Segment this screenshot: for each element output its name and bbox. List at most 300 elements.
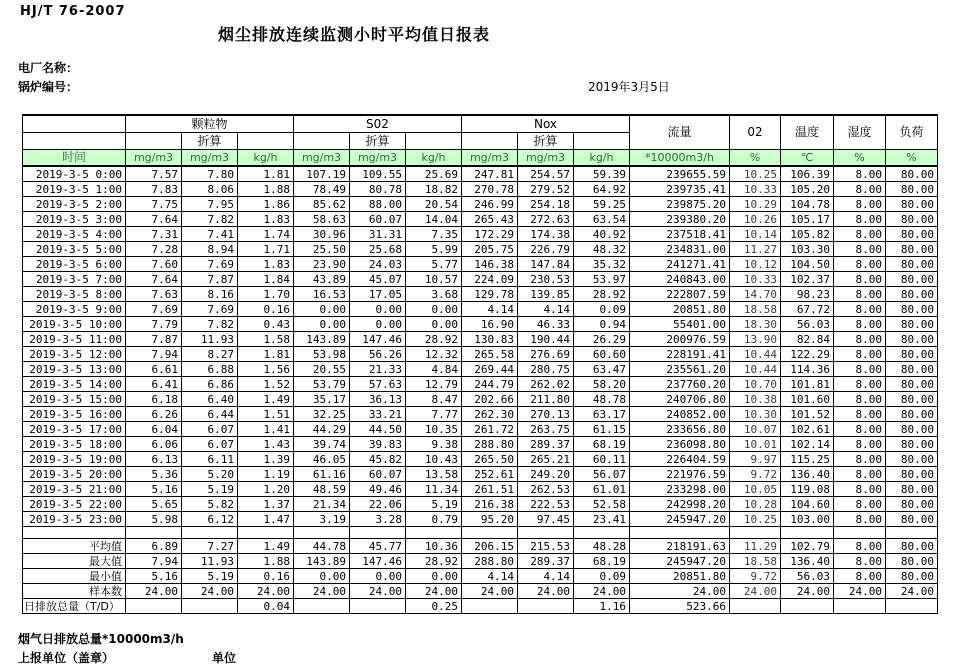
value-cell: 80.00 bbox=[886, 392, 938, 407]
value-cell: 95.20 bbox=[462, 512, 518, 527]
value-cell: 10.43 bbox=[406, 452, 462, 467]
time-col-blank bbox=[23, 133, 126, 150]
value-cell: 8.00 bbox=[834, 242, 886, 257]
spacer-cell bbox=[834, 527, 886, 539]
value-cell: 6.40 bbox=[182, 392, 238, 407]
table-row bbox=[23, 287, 938, 302]
value-cell: 0.00 bbox=[406, 317, 462, 332]
value-cell: 1.86 bbox=[238, 197, 294, 212]
value-cell: 5.99 bbox=[406, 242, 462, 257]
value-cell: 60.11 bbox=[574, 452, 630, 467]
value-cell: 58.63 bbox=[294, 212, 350, 227]
reporting-unit-label: 上报单位（盖章） bbox=[18, 651, 115, 665]
spacer-cell bbox=[781, 527, 834, 539]
value-cell: 8.16 bbox=[182, 287, 238, 302]
header-load: 负荷 bbox=[886, 115, 938, 150]
summary-value: 28.92 bbox=[406, 554, 462, 569]
unit-cell: mg/m3 bbox=[350, 150, 406, 167]
value-cell: 39.74 bbox=[294, 437, 350, 452]
value-cell: 1.43 bbox=[238, 437, 294, 452]
value-cell: 263.75 bbox=[518, 422, 574, 437]
value-cell: 45.07 bbox=[350, 272, 406, 287]
value-cell: 143.89 bbox=[294, 332, 350, 347]
value-cell: 32.25 bbox=[294, 407, 350, 422]
value-cell: 10.14 bbox=[730, 227, 781, 242]
value-cell: 236098.80 bbox=[630, 437, 730, 452]
value-cell: 10.44 bbox=[730, 347, 781, 362]
value-cell: 7.94 bbox=[126, 347, 182, 362]
value-cell: 119.08 bbox=[781, 482, 834, 497]
table-row bbox=[23, 512, 938, 527]
value-cell: 6.12 bbox=[182, 512, 238, 527]
value-cell: 130.83 bbox=[462, 332, 518, 347]
value-cell: 1.47 bbox=[238, 512, 294, 527]
summary-value bbox=[781, 599, 834, 614]
value-cell: 8.00 bbox=[834, 497, 886, 512]
value-cell: 10.44 bbox=[730, 362, 781, 377]
value-cell: 200976.59 bbox=[630, 332, 730, 347]
spacer-cell bbox=[518, 527, 574, 539]
value-cell: 216.38 bbox=[462, 497, 518, 512]
unit-cell: *10000m3/h bbox=[630, 150, 730, 167]
group-header-row-1 bbox=[23, 115, 938, 133]
value-cell: 12.32 bbox=[406, 347, 462, 362]
value-cell: 7.63 bbox=[126, 287, 182, 302]
value-cell: 63.54 bbox=[574, 212, 630, 227]
value-cell: 222807.59 bbox=[630, 287, 730, 302]
value-cell: 80.00 bbox=[886, 212, 938, 227]
value-cell: 8.00 bbox=[834, 212, 886, 227]
table-row bbox=[23, 407, 938, 422]
value-cell: 0.00 bbox=[406, 302, 462, 317]
value-cell: 8.06 bbox=[182, 182, 238, 197]
value-cell: 48.59 bbox=[294, 482, 350, 497]
value-cell: 28.92 bbox=[574, 287, 630, 302]
value-cell: 239655.59 bbox=[630, 166, 730, 182]
value-cell: 9.38 bbox=[406, 437, 462, 452]
summary-value: 18.58 bbox=[730, 554, 781, 569]
value-cell: 0.79 bbox=[406, 512, 462, 527]
summary-value: 24.00 bbox=[350, 584, 406, 599]
value-cell: 80.00 bbox=[886, 332, 938, 347]
value-cell: 4.14 bbox=[518, 302, 574, 317]
value-cell: 1.88 bbox=[238, 182, 294, 197]
table-row bbox=[23, 332, 938, 347]
value-cell: 8.00 bbox=[834, 362, 886, 377]
summary-value: 56.03 bbox=[781, 569, 834, 584]
summary-value: 102.79 bbox=[781, 539, 834, 554]
value-cell: 35.32 bbox=[574, 257, 630, 272]
value-cell: 39.83 bbox=[350, 437, 406, 452]
summary-value: 80.00 bbox=[886, 554, 938, 569]
value-cell: 80.00 bbox=[886, 482, 938, 497]
summary-value: 206.15 bbox=[462, 539, 518, 554]
spacer-cell bbox=[23, 527, 126, 539]
value-cell: 98.23 bbox=[781, 287, 834, 302]
value-cell: 102.14 bbox=[781, 437, 834, 452]
value-cell: 26.29 bbox=[574, 332, 630, 347]
table-row bbox=[23, 166, 938, 182]
summary-value: 24.00 bbox=[518, 584, 574, 599]
time-cell: 2019-3-5 9:00 bbox=[23, 302, 126, 317]
value-cell: 25.68 bbox=[350, 242, 406, 257]
value-cell: 8.00 bbox=[834, 392, 886, 407]
summary-value: 68.19 bbox=[574, 554, 630, 569]
summary-value: 147.46 bbox=[350, 554, 406, 569]
spacer-cell bbox=[238, 527, 294, 539]
value-cell: 20.54 bbox=[406, 197, 462, 212]
flue-gas-daily-total-label: 烟气日排放总量*10000m3/h bbox=[18, 632, 184, 646]
value-cell: 7.83 bbox=[126, 182, 182, 197]
value-cell: 7.82 bbox=[182, 317, 238, 332]
summary-label: 样本数 bbox=[23, 584, 126, 599]
value-cell: 20851.80 bbox=[630, 302, 730, 317]
table-row bbox=[23, 302, 938, 317]
time-cell: 2019-3-5 8:00 bbox=[23, 287, 126, 302]
summary-value: 10.36 bbox=[406, 539, 462, 554]
summary-value: 24.00 bbox=[406, 584, 462, 599]
value-cell: 139.85 bbox=[518, 287, 574, 302]
monitoring-table bbox=[22, 114, 938, 614]
value-cell: 97.45 bbox=[518, 512, 574, 527]
value-cell: 254.18 bbox=[518, 197, 574, 212]
time-header: 时间 bbox=[23, 150, 126, 167]
value-cell: 105.17 bbox=[781, 212, 834, 227]
table-row bbox=[23, 467, 938, 482]
table-row bbox=[23, 497, 938, 512]
value-cell: 106.39 bbox=[781, 166, 834, 182]
summary-value: 218191.63 bbox=[630, 539, 730, 554]
unit-cell: % bbox=[834, 150, 886, 167]
value-cell: 7.79 bbox=[126, 317, 182, 332]
value-cell: 8.00 bbox=[834, 272, 886, 287]
value-cell: 7.31 bbox=[126, 227, 182, 242]
value-cell: 265.21 bbox=[518, 452, 574, 467]
value-cell: 228191.41 bbox=[630, 347, 730, 362]
value-cell: 80.00 bbox=[886, 287, 938, 302]
time-cell: 2019-3-5 18:00 bbox=[23, 437, 126, 452]
value-cell: 7.77 bbox=[406, 407, 462, 422]
time-cell: 2019-3-5 16:00 bbox=[23, 407, 126, 422]
value-cell: 288.80 bbox=[462, 437, 518, 452]
value-cell: 10.38 bbox=[730, 392, 781, 407]
value-cell: 0.09 bbox=[574, 302, 630, 317]
value-cell: 22.06 bbox=[350, 497, 406, 512]
value-cell: 101.60 bbox=[781, 392, 834, 407]
value-cell: 80.00 bbox=[886, 377, 938, 392]
value-cell: 244.79 bbox=[462, 377, 518, 392]
spacer-cell bbox=[574, 527, 630, 539]
table-row bbox=[23, 257, 938, 272]
value-cell: 14.04 bbox=[406, 212, 462, 227]
value-cell: 7.60 bbox=[126, 257, 182, 272]
value-cell: 10.30 bbox=[730, 407, 781, 422]
value-cell: 53.79 bbox=[294, 377, 350, 392]
value-cell: 6.04 bbox=[126, 422, 182, 437]
summary-value: 4.14 bbox=[462, 569, 518, 584]
unit-cell: kg/h bbox=[238, 150, 294, 167]
value-cell: 88.00 bbox=[350, 197, 406, 212]
table-row bbox=[23, 392, 938, 407]
value-cell: 6.13 bbox=[126, 452, 182, 467]
value-cell: 7.75 bbox=[126, 197, 182, 212]
value-cell: 64.92 bbox=[574, 182, 630, 197]
value-cell: 80.78 bbox=[350, 182, 406, 197]
value-cell: 49.46 bbox=[350, 482, 406, 497]
standard-code: HJ/T 76-2007 bbox=[20, 4, 126, 19]
summary-value: 0.00 bbox=[406, 569, 462, 584]
value-cell: 172.29 bbox=[462, 227, 518, 242]
value-cell: 8.00 bbox=[834, 257, 886, 272]
summary-value: 7.27 bbox=[182, 539, 238, 554]
value-cell: 80.00 bbox=[886, 407, 938, 422]
value-cell: 7.69 bbox=[182, 302, 238, 317]
value-cell: 46.05 bbox=[294, 452, 350, 467]
value-cell: 17.05 bbox=[350, 287, 406, 302]
value-cell: 276.69 bbox=[518, 347, 574, 362]
summary-value: 24.00 bbox=[126, 584, 182, 599]
table-row bbox=[23, 242, 938, 257]
header-flow: 流量 bbox=[630, 115, 730, 150]
value-cell: 85.62 bbox=[294, 197, 350, 212]
header-so2-group: S02 bbox=[294, 115, 462, 133]
value-cell: 80.00 bbox=[886, 257, 938, 272]
time-cell: 2019-3-5 14:00 bbox=[23, 377, 126, 392]
table-row bbox=[23, 182, 938, 197]
value-cell: 8.00 bbox=[834, 302, 886, 317]
value-cell: 262.30 bbox=[462, 407, 518, 422]
time-cell: 2019-3-5 13:00 bbox=[23, 362, 126, 377]
value-cell: 21.34 bbox=[294, 497, 350, 512]
value-cell: 10.57 bbox=[406, 272, 462, 287]
time-cell: 2019-3-5 7:00 bbox=[23, 272, 126, 287]
time-cell: 2019-3-5 1:00 bbox=[23, 182, 126, 197]
value-cell: 11.27 bbox=[730, 242, 781, 257]
value-cell: 80.00 bbox=[886, 497, 938, 512]
value-cell: 8.00 bbox=[834, 317, 886, 332]
time-col-blank bbox=[23, 115, 126, 133]
value-cell: 80.00 bbox=[886, 166, 938, 182]
summary-value bbox=[294, 599, 350, 614]
value-cell: 103.30 bbox=[781, 242, 834, 257]
value-cell: 265.43 bbox=[462, 212, 518, 227]
value-cell: 80.00 bbox=[886, 242, 938, 257]
value-cell: 59.25 bbox=[574, 197, 630, 212]
value-cell: 3.28 bbox=[350, 512, 406, 527]
value-cell: 80.00 bbox=[886, 467, 938, 482]
value-cell: 48.78 bbox=[574, 392, 630, 407]
summary-value: 6.89 bbox=[126, 539, 182, 554]
spacer-cell bbox=[126, 527, 182, 539]
value-cell: 1.56 bbox=[238, 362, 294, 377]
table-row bbox=[23, 422, 938, 437]
value-cell: 6.07 bbox=[182, 422, 238, 437]
value-cell: 10.33 bbox=[730, 272, 781, 287]
value-cell: 80.00 bbox=[886, 317, 938, 332]
summary-row bbox=[23, 539, 938, 554]
value-cell: 107.19 bbox=[294, 166, 350, 182]
value-cell: 237760.20 bbox=[630, 377, 730, 392]
boiler-number-label: 锅炉编号： bbox=[18, 80, 79, 94]
value-cell: 80.00 bbox=[886, 272, 938, 287]
value-cell: 6.88 bbox=[182, 362, 238, 377]
summary-value: 288.80 bbox=[462, 554, 518, 569]
value-cell: 237518.41 bbox=[630, 227, 730, 242]
summary-value: 143.89 bbox=[294, 554, 350, 569]
spacer-row bbox=[23, 527, 938, 539]
value-cell: 61.15 bbox=[574, 422, 630, 437]
value-cell: 80.00 bbox=[886, 362, 938, 377]
plant-name-label: 电厂名称： bbox=[18, 61, 79, 75]
unit-cell: mg/m3 bbox=[126, 150, 182, 167]
value-cell: 7.87 bbox=[126, 332, 182, 347]
value-cell: 5.20 bbox=[182, 467, 238, 482]
table-row bbox=[23, 347, 938, 362]
value-cell: 265.50 bbox=[462, 452, 518, 467]
value-cell: 202.66 bbox=[462, 392, 518, 407]
value-cell: 63.47 bbox=[574, 362, 630, 377]
summary-value bbox=[182, 599, 238, 614]
value-cell: 222.53 bbox=[518, 497, 574, 512]
summary-value: 0.04 bbox=[238, 599, 294, 614]
value-cell: 211.80 bbox=[518, 392, 574, 407]
value-cell: 4.14 bbox=[462, 302, 518, 317]
value-cell: 3.68 bbox=[406, 287, 462, 302]
value-cell: 3.19 bbox=[294, 512, 350, 527]
value-cell: 7.35 bbox=[406, 227, 462, 242]
value-cell: 5.36 bbox=[126, 467, 182, 482]
summary-value bbox=[834, 599, 886, 614]
value-cell: 240843.00 bbox=[630, 272, 730, 287]
value-cell: 1.83 bbox=[238, 212, 294, 227]
value-cell: 7.64 bbox=[126, 212, 182, 227]
table-body bbox=[23, 115, 938, 614]
value-cell: 55401.00 bbox=[630, 317, 730, 332]
value-cell: 13.58 bbox=[406, 467, 462, 482]
value-cell: 1.19 bbox=[238, 467, 294, 482]
time-cell: 2019-3-5 5:00 bbox=[23, 242, 126, 257]
value-cell: 80.00 bbox=[886, 422, 938, 437]
summary-value: 24.00 bbox=[781, 584, 834, 599]
value-cell: 8.94 bbox=[182, 242, 238, 257]
summary-value: 24.00 bbox=[182, 584, 238, 599]
value-cell: 28.92 bbox=[406, 332, 462, 347]
time-cell: 2019-3-5 23:00 bbox=[23, 512, 126, 527]
summary-row bbox=[23, 554, 938, 569]
value-cell: 146.38 bbox=[462, 257, 518, 272]
time-cell: 2019-3-5 20:00 bbox=[23, 467, 126, 482]
value-cell: 1.58 bbox=[238, 332, 294, 347]
summary-value: 7.94 bbox=[126, 554, 182, 569]
value-cell: 7.82 bbox=[182, 212, 238, 227]
summary-value: 5.16 bbox=[126, 569, 182, 584]
value-cell: 10.70 bbox=[730, 377, 781, 392]
value-cell: 8.00 bbox=[834, 437, 886, 452]
value-cell: 136.40 bbox=[781, 467, 834, 482]
value-cell: 265.58 bbox=[462, 347, 518, 362]
table-row bbox=[23, 272, 938, 287]
value-cell: 8.00 bbox=[834, 482, 886, 497]
value-cell: 10.35 bbox=[406, 422, 462, 437]
value-cell: 5.98 bbox=[126, 512, 182, 527]
time-cell: 2019-3-5 2:00 bbox=[23, 197, 126, 212]
time-cell: 2019-3-5 19:00 bbox=[23, 452, 126, 467]
value-cell: 45.82 bbox=[350, 452, 406, 467]
value-cell: 80.00 bbox=[886, 437, 938, 452]
value-cell: 7.41 bbox=[182, 227, 238, 242]
value-cell: 10.07 bbox=[730, 422, 781, 437]
value-cell: 21.33 bbox=[350, 362, 406, 377]
value-cell: 11.34 bbox=[406, 482, 462, 497]
value-cell: 102.37 bbox=[781, 272, 834, 287]
unit-cell: kg/h bbox=[406, 150, 462, 167]
value-cell: 10.28 bbox=[730, 497, 781, 512]
value-cell: 36.13 bbox=[350, 392, 406, 407]
value-cell: 8.00 bbox=[834, 512, 886, 527]
value-cell: 240852.00 bbox=[630, 407, 730, 422]
value-cell: 262.53 bbox=[518, 482, 574, 497]
unit-label: 单位 bbox=[212, 651, 237, 665]
unit-cell: ℃ bbox=[781, 150, 834, 167]
value-cell: 240706.80 bbox=[630, 392, 730, 407]
value-cell: 233298.00 bbox=[630, 482, 730, 497]
header-nox-converted: 折算 bbox=[518, 133, 574, 150]
unit-cell: mg/m3 bbox=[462, 150, 518, 167]
value-cell: 109.55 bbox=[350, 166, 406, 182]
value-cell: 10.33 bbox=[730, 182, 781, 197]
value-cell: 80.00 bbox=[886, 302, 938, 317]
value-cell: 241271.41 bbox=[630, 257, 730, 272]
value-cell: 10.26 bbox=[730, 212, 781, 227]
value-cell: 245947.20 bbox=[630, 512, 730, 527]
summary-value: 215.53 bbox=[518, 539, 574, 554]
value-cell: 226404.59 bbox=[630, 452, 730, 467]
summary-label: 平均值 bbox=[23, 539, 126, 554]
header-o2: 02 bbox=[730, 115, 781, 150]
value-cell: 1.41 bbox=[238, 422, 294, 437]
value-cell: 40.92 bbox=[574, 227, 630, 242]
summary-value: 1.88 bbox=[238, 554, 294, 569]
header-temperature: 温度 bbox=[781, 115, 834, 150]
value-cell: 7.57 bbox=[126, 166, 182, 182]
spacer-cell bbox=[886, 527, 938, 539]
value-cell: 60.07 bbox=[350, 467, 406, 482]
value-cell: 6.26 bbox=[126, 407, 182, 422]
value-cell: 269.44 bbox=[462, 362, 518, 377]
spacer-cell bbox=[406, 527, 462, 539]
value-cell: 1.81 bbox=[238, 166, 294, 182]
value-cell: 68.19 bbox=[574, 437, 630, 452]
time-cell: 2019-3-5 3:00 bbox=[23, 212, 126, 227]
spacer-cell bbox=[630, 527, 730, 539]
time-cell: 2019-3-5 21:00 bbox=[23, 482, 126, 497]
value-cell: 10.01 bbox=[730, 437, 781, 452]
value-cell: 190.44 bbox=[518, 332, 574, 347]
value-cell: 1.51 bbox=[238, 407, 294, 422]
value-cell: 270.13 bbox=[518, 407, 574, 422]
time-cell: 2019-3-5 10:00 bbox=[23, 317, 126, 332]
value-cell: 8.00 bbox=[834, 287, 886, 302]
value-cell: 249.20 bbox=[518, 467, 574, 482]
summary-row bbox=[23, 584, 938, 599]
summary-value: 24.00 bbox=[630, 584, 730, 599]
value-cell: 82.84 bbox=[781, 332, 834, 347]
value-cell: 1.37 bbox=[238, 497, 294, 512]
value-cell: 61.16 bbox=[294, 467, 350, 482]
value-cell: 1.83 bbox=[238, 257, 294, 272]
value-cell: 1.71 bbox=[238, 242, 294, 257]
time-cell: 2019-3-5 17:00 bbox=[23, 422, 126, 437]
